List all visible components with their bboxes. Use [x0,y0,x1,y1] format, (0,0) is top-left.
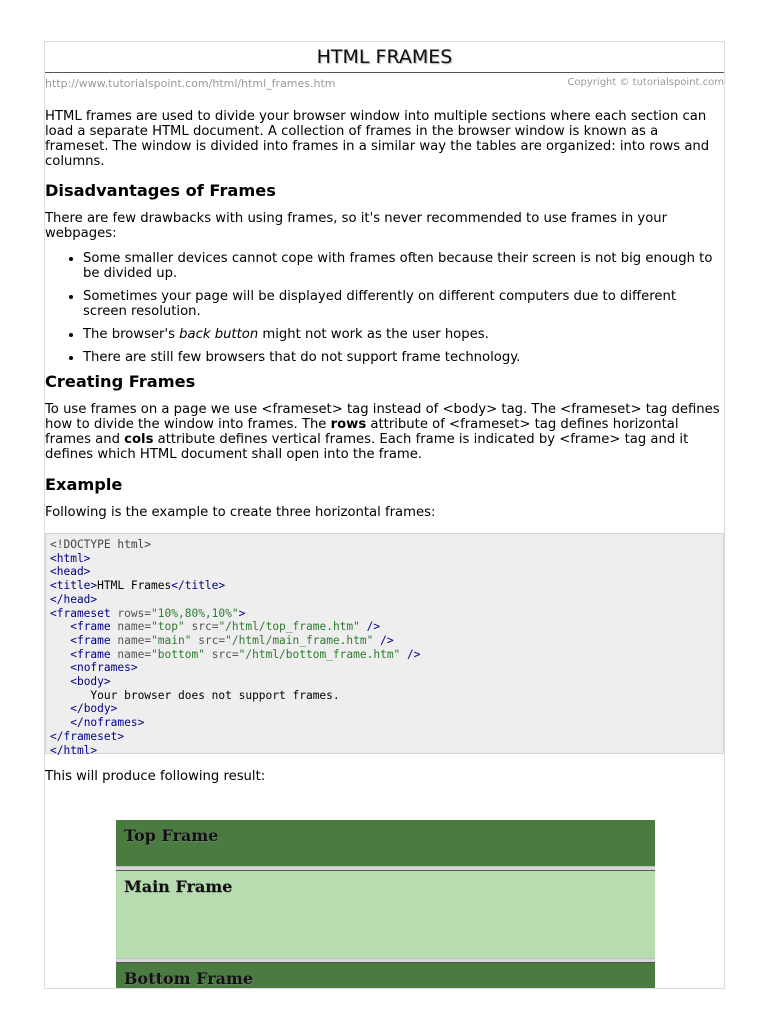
source-url[interactable]: http://www.tutorialspoint.com/html/html_frames.htm [45,77,336,90]
code-value: "/html/top_frame.htm" [218,620,360,634]
list-item: • Some smaller devices cannot cope with frames often because their screen is not big enough to be divided up. [83,251,724,281]
example-lead: Following is the example to create three horizontal frames: [45,505,436,520]
content [45,109,724,784]
code-attr: src= [184,620,219,634]
code-attr: rows= [110,606,152,620]
disadvantages-list [45,251,724,365]
code-tag: <frame [70,647,111,661]
code-attr: src= [191,633,226,647]
code-tag: <html> [50,551,91,565]
code-doctype: <!DOCTYPE html> [50,538,152,551]
code-value: "main" [151,633,192,647]
disadvantages-lead: There are few drawbacks with using frames, so it's never recommended to use frames in your webpages: [45,211,668,241]
code-value: "bottom" [151,647,205,661]
code-tag: </title> [171,579,226,593]
code-tag: <frame [70,620,111,634]
code-tag: /> [373,633,394,647]
code-block [45,533,724,757]
code-tag: </noframes> [70,716,145,730]
creating-paragraph [45,402,724,462]
code-attr: name= [110,633,152,647]
code-tag: </html> [50,743,98,757]
code-tag: /> [359,620,381,634]
code-tag: <frameset [50,606,111,620]
creating-text-1: To use frames on a page we use <frameset> tag instead of <body> tag. The <frameset> tag defines how to divide the window into frames. The [45,402,720,432]
list-item-text: The browser's [83,327,180,342]
cols-keyword: cols [124,432,154,447]
document-page [44,41,725,989]
frames-result [116,820,655,989]
code-attr: name= [110,647,152,661]
code-value: "top" [151,620,185,634]
code-attr: name= [110,620,152,634]
code-tag: > [238,606,246,620]
page-title: HTML FRAMES [316,46,453,68]
code-tag: <body> [70,675,111,689]
intro-paragraph: HTML frames are used to divide your browser window into multiple sections where each section can load a separate HTML document. A collection of frames in the browser window is known as a frameset. The window is divided into frames in a similar way the tables are organized: into rows and columns. [45,109,710,169]
code-value: "/html/bottom_frame.htm" [238,647,401,661]
bottom-frame: Bottom Frame [116,963,655,989]
code-attr: src= [204,647,239,661]
code-tag: <head> [50,565,91,579]
list-item [83,327,724,342]
list-item-emphasis: back button [179,327,259,342]
code-value: "/html/main_frame.htm" [225,633,374,647]
meta-row [45,73,724,91]
list-item: • Sometimes your page will be displayed differently on different computers due to different screen resolution. [83,289,724,319]
copyright: Copyright © tutorialspoint.com [567,77,724,88]
main-frame: Main Frame [116,871,655,958]
code-tag: <frame [70,633,111,647]
code-tag: /> [400,647,421,661]
heading-example: Example [45,475,123,494]
code-text: HTML Frames [97,579,172,593]
creating-text-2: attribute of <frameset> tag defines horizontal frames and [45,417,679,447]
code-tag: </body> [70,702,118,716]
code-tag: <title> [50,579,98,593]
list-item: • There are still few browsers that do not support frame technology. [83,350,724,365]
code-tag: </head> [50,592,98,606]
result-lead: This will produce following result: [45,769,266,784]
code-text: Your browser does not support frames. [90,688,340,702]
code-value: "10%,80%,10%" [151,606,239,620]
top-frame: Top Frame [116,820,655,866]
list-item-text: might not work as the user hopes. [258,327,489,342]
code-tag: <noframes> [70,661,138,675]
heading-creating: Creating Frames [45,372,196,391]
creating-text-3: attribute defines vertical frames. Each frame is indicated by <frame> tag and it defines which HTML document shall open into the frame. [45,432,689,462]
code-tag: </frameset> [50,729,125,743]
rows-keyword: rows [330,417,367,432]
heading-disadvantages: Disadvantages of Frames [45,181,276,200]
